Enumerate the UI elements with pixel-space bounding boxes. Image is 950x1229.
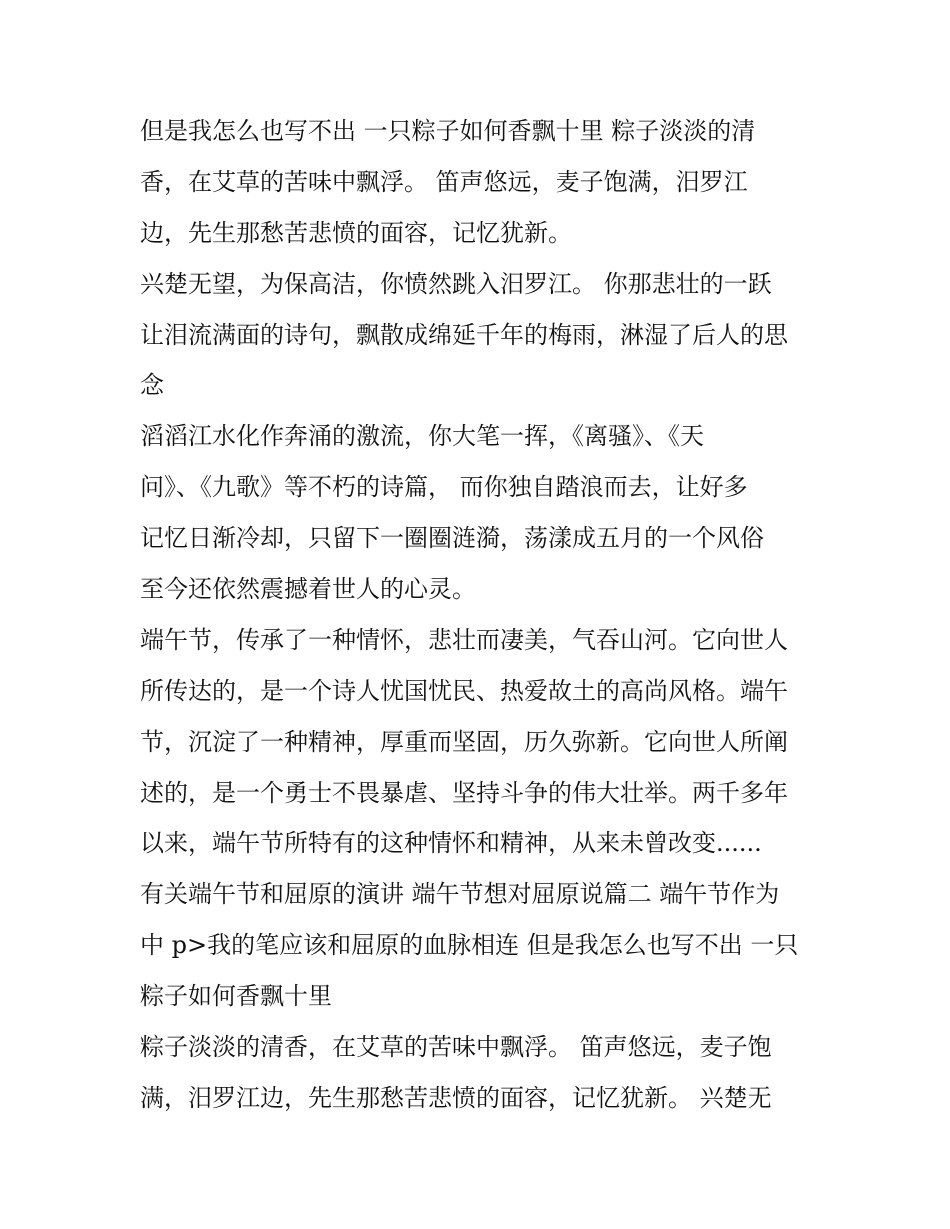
document-body [140, 108, 820, 1126]
text-line: 中 p>我的笔应该和屈原的血脉相连 但是我怎么也写不出 一只 [140, 931, 799, 960]
text-line: 滔滔江水化作奔涌的激流，你大笔一挥，《离骚》、《天 [140, 422, 704, 451]
text-line: 记忆日渐冷却，只留下一圈圈涟漪，荡漾成五月的一个风俗 [140, 524, 764, 553]
text-line: 让泪流满面的诗句，飘散成绵延千年的梅雨，淋湿了后人的思 [140, 320, 788, 349]
text-line: 所传达的，是一个诗人忧国忧民、热爱故土的高尚风格。端午 [140, 676, 788, 705]
text-line: 节，沉淀了一种精神，厚重而坚固，历久弥新。它向世人所阐 [140, 727, 788, 756]
text-line: 以来，端午节所特有的这种情怀和精神，从来未曾改变...... [140, 829, 762, 858]
text-line: 至今还依然震撼着世人的心灵。 [140, 575, 476, 604]
text-line: 但是我怎么也写不出 一只粽子如何香飘十里 粽子淡淡的清 [140, 117, 756, 145]
text-line: 粽子如何香飘十里 [140, 982, 332, 1011]
text-line: 端午节，传承了一种情怀，悲壮而凄美，气吞山河。它向世人 [140, 625, 788, 654]
text-line: 满，汨罗江边，先生那愁苦悲愤的面容，记忆犹新。 兴楚无 [140, 1083, 772, 1112]
text-line: 述的，是一个勇士不畏暴虐、坚持斗争的伟大壮举。两千多年 [140, 778, 788, 807]
text-line: 边，先生那愁苦悲愤的面容，记忆犹新。 [140, 218, 572, 247]
text-line: 念 [140, 371, 164, 400]
text-line: 有关端午节和屈原的演讲 端午节想对屈原说篇二 端午节作为 [140, 880, 780, 909]
text-line: 粽子淡淡的清香，在艾草的苦味中飘浮。 笛声悠远，麦子饱 [140, 1033, 772, 1062]
text-line: 香，在艾草的苦味中飘浮。 笛声悠远，麦子饱满，汨罗江 [140, 167, 748, 196]
text-line: 问》、《九歌》等不朽的诗篇， 而你独自踏浪而去，让好多 [140, 473, 748, 502]
text-line: 兴楚无望，为保高洁，你愤然跳入汨罗江。 你那悲壮的一跃 [140, 269, 772, 298]
